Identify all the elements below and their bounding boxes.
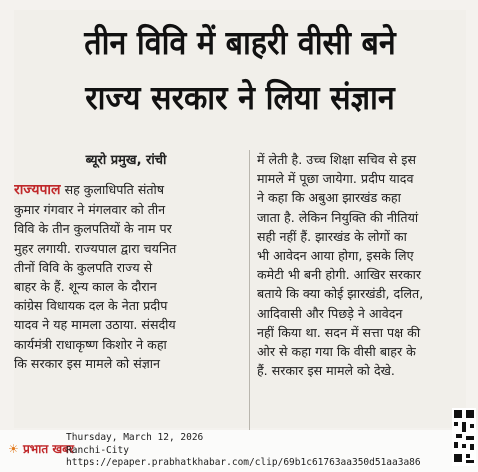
headline-line-1: तीन विवि में बाहरी वीसी बने (84, 23, 396, 62)
qr-code-icon[interactable] (452, 408, 476, 466)
article-line: नहीं किया था. सदन में सत्ता पक्ष की (257, 324, 421, 340)
article-line: बताये कि क्या कोई झारखंडी, दलित, (257, 286, 424, 302)
article-line: मामले में पूछा जायेगा. प्रदीप यादव (257, 171, 414, 187)
article-line: विवि के तीन कुलपतियों के नाम पर (14, 221, 172, 237)
article-line: मुहर लगायी. राज्यपाल द्वारा चयनित (14, 240, 177, 256)
article-line: हैं. सरकार इस मामले को देखे. (257, 363, 395, 379)
article-line: कमेटी भी बनी होगी. आखिर सरकार (257, 267, 422, 283)
article-line: कुमार गंगवार ने मंगलवार को तीन (14, 202, 166, 218)
article-line: जाता है. लेकिन नियुक्ति की नीतियां (257, 209, 419, 225)
article-line: कार्यमंत्री राधाकृष्ण किशोर ने कहा (14, 336, 167, 352)
article-column-left (14, 150, 238, 373)
article-line: राज्यपाल सह कुलाधिपति संतोष (14, 182, 165, 198)
column-divider (249, 150, 250, 430)
article-line: ने कहा कि अबुआ झारखंड कहा (257, 190, 401, 206)
article-line: ओर से कहा गया कि वीसी बाहर के (257, 344, 416, 360)
headline-line-2: राज्य सरकार ने लिया संज्ञान (85, 78, 395, 117)
clip-edition: Ranchi-City (66, 444, 129, 456)
article-line: तीनों विवि के कुलपति राज्य से (14, 259, 153, 275)
prabhat-khabar-logo[interactable] (8, 440, 74, 457)
sun-icon: ☀ (8, 442, 19, 456)
article-line: भी आवेदन आया होगा, इसके लिए (257, 248, 414, 264)
clip-meta (66, 432, 421, 470)
article-line: बाहर के हैं. शून्य काल के दौरान (14, 279, 157, 295)
article-line: सही नहीं हैं. झारखंड के लोगों का (257, 228, 407, 244)
clip-url[interactable]: https://epaper.prabhatkhabar.com/clip/69b1c61763aa350d51aa3a86 (66, 457, 421, 468)
logo-text: प्रभात खबर (22, 442, 74, 456)
article-column-right (257, 150, 465, 380)
news-clipping (14, 10, 466, 428)
article-line: यादव ने यह मामला उठाया. संसदीय (14, 317, 176, 333)
lead-word: राज्यपाल (14, 182, 61, 198)
clip-footer (0, 430, 478, 472)
article-line: आदिवासी और पिछड़े ने आवेदन (257, 305, 403, 321)
byline: ब्यूरो प्रमुख, रांची (85, 153, 167, 168)
clip-date: Thursday, March 12, 2026 (66, 432, 204, 443)
article-line: कि सरकार इस मामले को संज्ञान (14, 355, 161, 371)
article-line: में लेती है. उच्च शिक्षा सचिव से इस (257, 152, 416, 167)
article-line: कांग्रेस विधायक दल के नेता प्रदीप (14, 298, 168, 314)
